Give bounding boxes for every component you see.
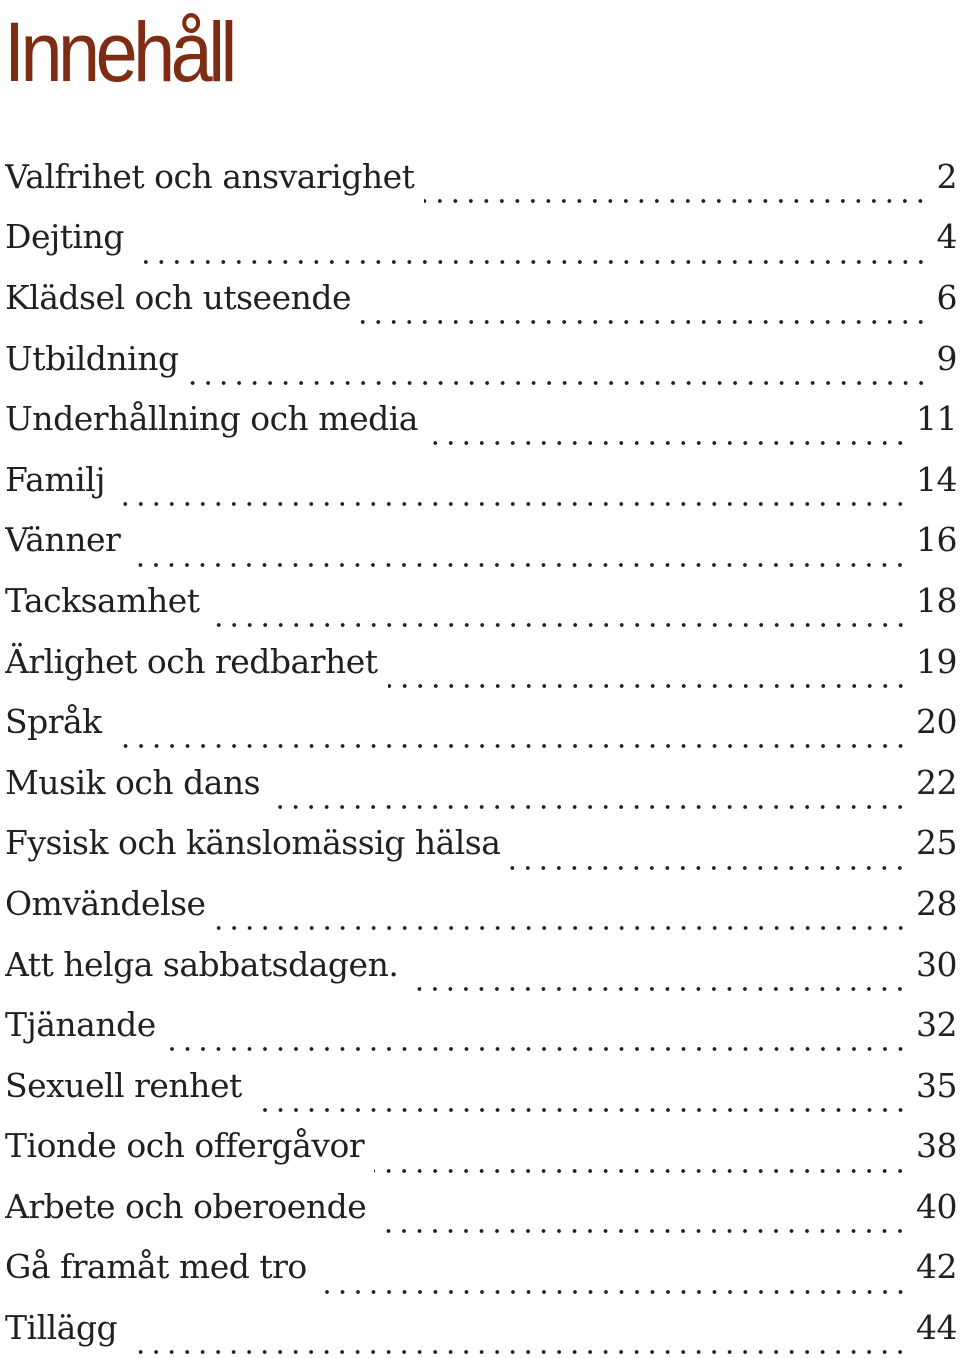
toc-page-number: 2 (936, 156, 957, 196)
toc-dot-leader (216, 873, 908, 934)
toc-entry-label: Ärlighet och redbarhet (5, 641, 378, 681)
toc-entry[interactable] (5, 388, 957, 449)
toc-dot-leader (127, 1297, 908, 1358)
toc-entry-label: Språk (5, 702, 102, 742)
toc-entry[interactable] (5, 449, 957, 510)
toc-entry-label: Klädsel och utseende (5, 277, 352, 317)
toc-entry[interactable] (5, 1116, 957, 1177)
toc-dot-leader (130, 510, 908, 571)
toc-entry[interactable] (5, 752, 957, 813)
toc-entry[interactable] (5, 873, 957, 934)
toc-entry[interactable] (5, 1176, 957, 1237)
toc-dot-leader (361, 267, 928, 328)
toc-page-number: 28 (916, 883, 957, 923)
toc-entry[interactable] (5, 934, 957, 995)
toc-entry[interactable] (5, 1055, 957, 1116)
toc-dot-leader (115, 449, 908, 510)
toc-page-number: 32 (916, 1005, 957, 1045)
toc-page-number: 44 (916, 1308, 957, 1348)
toc-dot-leader (317, 1237, 908, 1298)
toc-dot-leader (388, 631, 908, 692)
toc-entry-label: Familj (5, 459, 105, 499)
toc-entry[interactable] (5, 631, 957, 692)
toc-dot-leader (189, 328, 929, 389)
toc-entry[interactable] (5, 267, 957, 328)
toc-entry-label: Att helga sabbatsdagen. (5, 944, 399, 984)
toc-entry-label: Gå framåt med tro (5, 1247, 307, 1287)
toc-page-number: 18 (916, 580, 957, 620)
toc-page-number: 40 (916, 1186, 957, 1226)
toc-entry[interactable] (5, 570, 957, 631)
toc-page-number: 38 (916, 1126, 957, 1166)
toc-page-number: 6 (936, 277, 957, 317)
toc-page-number: 25 (916, 823, 957, 863)
toc-entry-label: Sexuell renhet (5, 1065, 242, 1105)
toc-entry[interactable] (5, 994, 957, 1055)
toc-entry-label: Utbildning (5, 338, 179, 378)
toc-entry-label: Tillägg (5, 1308, 118, 1348)
toc-entry[interactable] (5, 328, 957, 389)
toc-entry[interactable] (5, 207, 957, 268)
toc-dot-leader (408, 934, 908, 995)
toc-entry[interactable] (5, 1297, 957, 1358)
toc-entry-label: Musik och dans (5, 762, 261, 802)
toc-entry-label: Arbete och oberoende (5, 1186, 367, 1226)
toc-page-number: 9 (936, 338, 957, 378)
toc-page-number: 11 (916, 399, 957, 439)
toc-page-number: 14 (916, 459, 957, 499)
toc-entry-label: Tjänande (5, 1005, 156, 1045)
toc-entry-label: Omvändelse (5, 883, 206, 923)
toc-dot-leader (134, 207, 929, 268)
toc-dot-leader (510, 813, 908, 874)
toc-entry-label: Tionde och offergåvor (5, 1126, 365, 1166)
toc-entry[interactable] (5, 1237, 957, 1298)
toc-page-number: 4 (936, 217, 957, 257)
toc-entry-label: Valfrihet och ansvarighet (5, 156, 415, 196)
toc-dot-leader (112, 691, 908, 752)
toc-entry-label: Dejting (5, 217, 124, 257)
toc-dot-leader (270, 752, 908, 813)
toc-entry[interactable] (5, 510, 957, 571)
page-title: Innehåll (4, 5, 233, 99)
toc-entry-label: Vänner (5, 520, 121, 560)
toc-page-number: 35 (916, 1065, 957, 1105)
toc-dot-leader (428, 388, 908, 449)
toc-dot-leader (252, 1055, 908, 1116)
toc-dot-leader (374, 1116, 908, 1177)
toc-page-number: 22 (916, 762, 957, 802)
toc-page-number: 20 (916, 702, 957, 742)
toc-page-number: 16 (916, 520, 957, 560)
toc-dot-leader (424, 146, 928, 207)
toc-entry[interactable] (5, 146, 957, 207)
toc-dot-leader (166, 994, 908, 1055)
toc-entry-label: Tacksamhet (5, 580, 200, 620)
toc-page-number: 42 (916, 1247, 957, 1287)
toc-entry[interactable] (5, 691, 957, 752)
toc-dot-leader (210, 570, 908, 631)
toc-page-number: 30 (916, 944, 957, 984)
toc-entry-label: Fysisk och känslomässig hälsa (5, 823, 501, 863)
toc-entry-label: Underhållning och media (5, 399, 418, 439)
toc-entry[interactable] (5, 813, 957, 874)
table-of-contents (5, 146, 957, 1358)
toc-page-number: 19 (916, 641, 957, 681)
toc-dot-leader (376, 1176, 908, 1237)
